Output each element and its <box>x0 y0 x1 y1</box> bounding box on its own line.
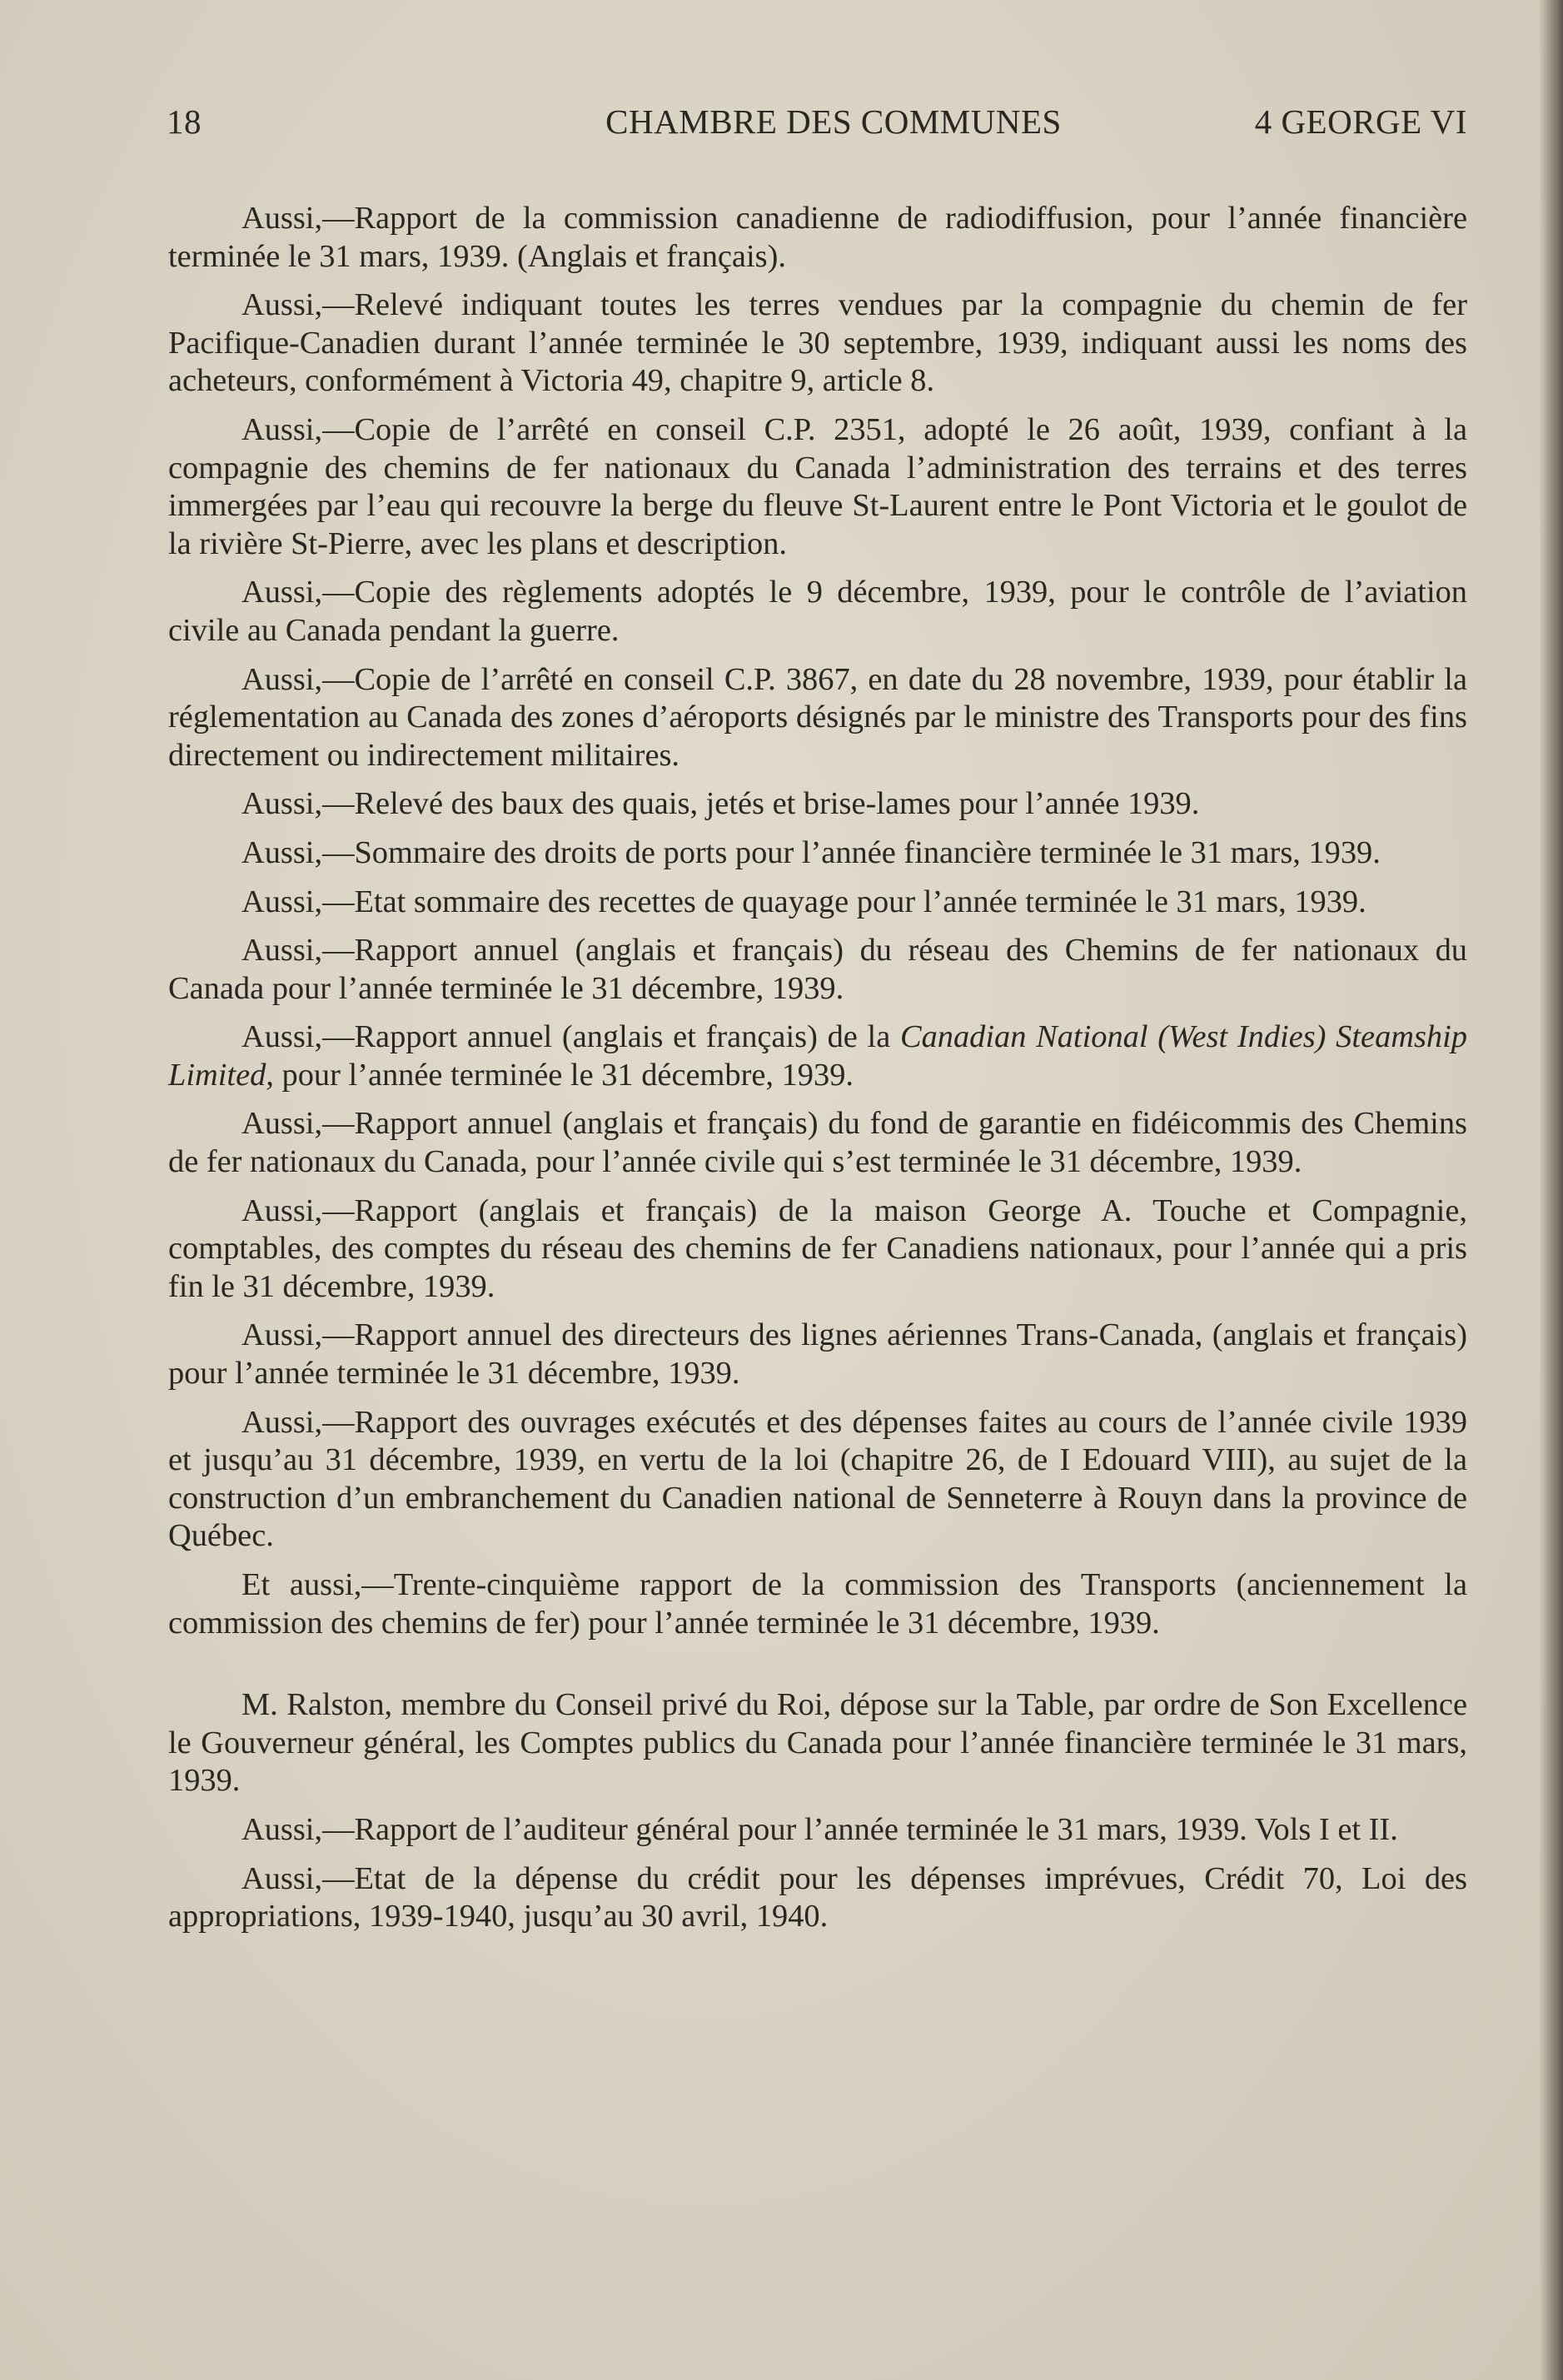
paragraph: Aussi,—Rapport annuel (anglais et français) du réseau des Chemins de fer nationaux du Canada pour l’année terminée le 31 décembre, 1939. <box>168 933 1467 1006</box>
page-number: 18 <box>167 102 202 141</box>
paragraph: Aussi,—Rapport des ouvrages exécutés et des dépenses faites au cours de l’année civile 1939 et jusqu’au 31 décembre, 1939, en vertu de la loi (chapitre 26, de I Edouard VIII), au sujet de la construction d’un embranchement du Canadien national de Senneterre à Rouyn dans la province de Québec. <box>168 1404 1467 1554</box>
paragraph: Aussi,—Relevé indiquant toutes les terres vendues par la compagnie du chemin de fer Pacifique-Canadien durant l’année terminée le 30 septembre, 1939, indiquant aussi les noms des acheteurs, conformément à Victoria 49, chapitre 9, article 8. <box>168 287 1467 399</box>
paragraph: Aussi,—Relevé des baux des quais, jetés et brise-lames pour l’année 1939. <box>241 786 1200 822</box>
paragraph: Aussi,—Copie de l’arrêté en conseil C.P. 2351, adopté le 26 août, 1939, confiant à la compagnie des chemins de fer nationaux du Canada l’administration des terrains et des terres immergées par l’eau qui recouvre la berge du fleuve St-Laurent entre le Pont Victoria et le goulot de la rivière St-Pierre, avec les plans et description. <box>168 411 1467 561</box>
paragraph: Aussi,—Rapport annuel des directeurs des lignes aériennes Trans-Canada, (anglais et français) pour l’année terminée le 31 décembre, 1939. <box>168 1317 1467 1392</box>
paragraph: Aussi,—Sommaire des droits de ports pour l’année financière terminée le 31 mars, 1939. <box>241 834 1381 870</box>
paragraph: Aussi,—Rapport annuel (anglais et français) du fond de garantie en fidéicommis des Chemins de fer nationaux du Canada, pour l’année civile qui s’est terminée le 31 décembre, 1939. <box>168 1106 1467 1180</box>
paragraph <box>168 1018 1467 1094</box>
running-header <box>167 102 1467 152</box>
body-text <box>168 200 1467 1947</box>
paragraph: Aussi,—Rapport de la commission canadienne de radiodiffusion, pour l’année financière terminée le 31 mars, 1939. (Anglais et français). <box>168 201 1467 274</box>
company-name-italic: Canadian National (West Indies) Steamship Limited, <box>168 1019 1467 1093</box>
paragraph: M. Ralston, membre du Conseil privé du Roi, dépose sur la Table, par ordre de Son Excellence le Gouverneur général, les Comptes publics du Canada pour l’année financière terminée le 31 mars, 1939. <box>168 1687 1467 1799</box>
paragraph: Aussi,—Etat de la dépense du crédit pour les dépenses imprévues, Crédit 70, Loi des appropriations, 1939-1940, jusqu’au 30 avril, 1940. <box>168 1860 1467 1934</box>
paragraph: Aussi,—Copie de l’arrêté en conseil C.P. 3867, en date du 28 novembre, 1939, pour établir la réglementation au Canada des zones d’aéroports désignés par le ministre des Transports pour des fins directement ou indirectement militaires. <box>168 661 1467 773</box>
paragraph: Aussi,—Copie des règlements adoptés le 9 décembre, 1939, pour le contrôle de l’aviation civile au Canada pendant la guerre. <box>168 575 1467 648</box>
paragraph: Et aussi,—Trente-cinquième rapport de la commission des Transports (anciennement la commission des chemins de fer) pour l’année terminée le 31 décembre, 1939. <box>168 1567 1467 1641</box>
paragraph: Aussi,—Rapport de l’auditeur général pour l’année terminée le 31 mars, 1939. Vols I et II. <box>241 1811 1398 1847</box>
paragraph-text: Aussi,—Rapport annuel (anglais et français) de la <box>241 1019 900 1055</box>
paragraph: Aussi,—Etat sommaire des recettes de quayage pour l’année terminée le 31 mars, 1939. <box>241 884 1366 919</box>
paragraph: Aussi,—Rapport (anglais et français) de la maison George A. Touche et Compagnie, comptables, des comptes du réseau des chemins de fer Canadiens nationaux, pour l’année qui a pris fin le 31 décembre, 1939. <box>168 1192 1467 1304</box>
header-session: 4 GEORGE VI <box>1254 102 1467 141</box>
page-edge-shadow <box>1540 0 1563 2380</box>
header-title: CHAMBRE DES COMMUNES <box>605 102 1062 141</box>
paragraph-text: pour l’année terminée le 31 décembre, 1939. <box>273 1057 854 1093</box>
